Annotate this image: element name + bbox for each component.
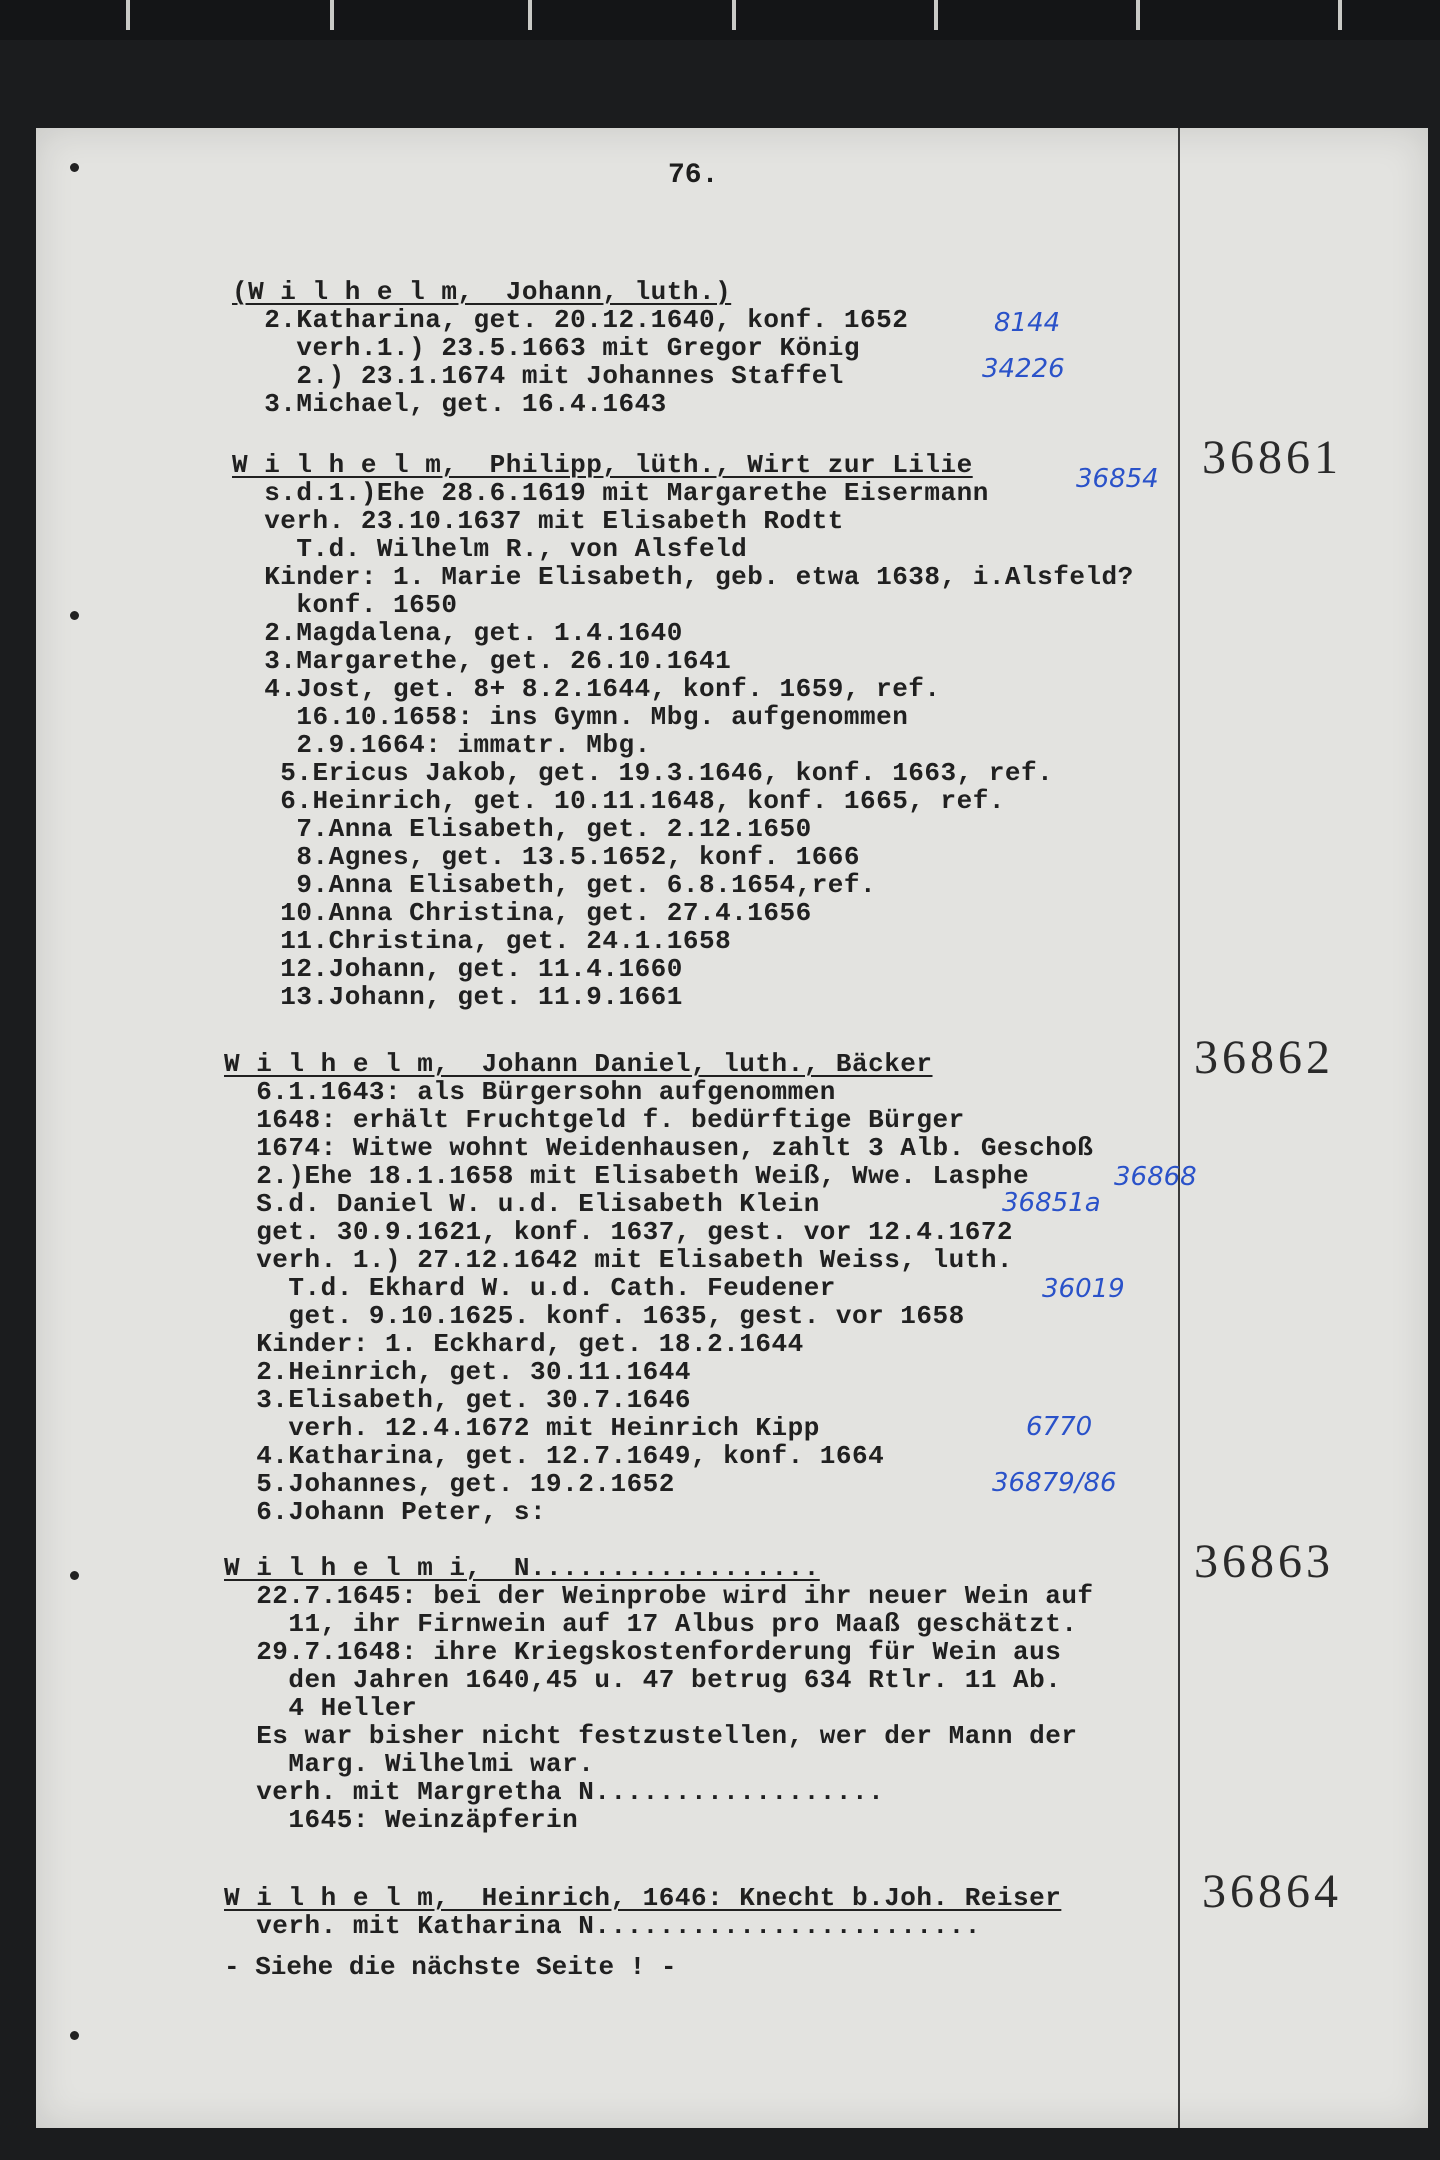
entry-line: 3.Margarethe, get. 26.10.1641 — [232, 646, 732, 676]
film-tick — [1338, 0, 1342, 30]
entry-line: 5.Johannes, get. 19.2.1652 — [224, 1469, 675, 1499]
handwritten-note: 8144 — [994, 308, 1061, 338]
entry-line: 1674: Witwe wohnt Weidenhausen, zahlt 3 Alb. Geschoß — [224, 1133, 1094, 1163]
film-tick — [330, 0, 334, 30]
entry-line: 2.Katharina, get. 20.12.1640, konf. 1652 — [232, 305, 909, 335]
film-tick — [1136, 0, 1140, 30]
handwritten-note: 6770 — [1026, 1412, 1093, 1442]
reference-number: 36863 — [1194, 1535, 1334, 1588]
entry-heading: W i l h e l m i, N.................. — [224, 1553, 820, 1583]
margin-rule — [1178, 128, 1180, 2128]
entry-heading: W i l h e l m, Philipp, lüth., Wirt zur Lilie — [232, 450, 973, 480]
film-tick — [126, 0, 130, 30]
entry-line: 1648: erhält Fruchtgeld f. bedürftige Bürger — [224, 1105, 965, 1135]
handwritten-note: 36868 — [1114, 1162, 1197, 1192]
entry-line: 2.9.1664: immatr. Mbg. — [232, 730, 651, 760]
entry-line: 6.1.1643: als Bürgersohn aufgenommen — [224, 1077, 836, 1107]
handwritten-note: 36851a — [1002, 1188, 1101, 1218]
entry-line: get. 9.10.1625. konf. 1635, gest. vor 1658 — [224, 1301, 965, 1331]
entry-line: 11.Christina, get. 24.1.1658 — [232, 926, 732, 956]
reference-number: 36861 — [1202, 431, 1342, 484]
entry-line: get. 30.9.1621, konf. 1637, gest. vor 12.4.1672 — [224, 1217, 1014, 1247]
entry-heading: (W i l h e l m, Johann, luth.) — [232, 277, 732, 307]
page-number: 76. — [668, 160, 719, 191]
entry-heading: W i l h e l m, Johann Daniel, luth., Bäcker — [224, 1049, 933, 1079]
entry-line: Marg. Wilhelmi war. — [224, 1749, 595, 1779]
entry-line: T.d. Ekhard W. u.d. Cath. Feudener — [224, 1273, 836, 1303]
film-tick — [934, 0, 938, 30]
entry-line: konf. 1650 — [232, 590, 458, 620]
document-page — [36, 128, 1428, 2128]
film-strip — [0, 0, 1440, 40]
entry-line: den Jahren 1640,45 u. 47 betrug 634 Rtlr. 11 Ab. — [224, 1665, 1062, 1695]
entry-line: 12.Johann, get. 11.4.1660 — [232, 954, 683, 984]
punch-hole — [70, 611, 79, 620]
entry-line: verh. 1.) 27.12.1642 mit Elisabeth Weiss, luth. — [224, 1245, 1014, 1275]
punch-hole — [70, 1571, 79, 1580]
punch-hole — [70, 2031, 79, 2040]
entry-line: 10.Anna Christina, get. 27.4.1656 — [232, 898, 812, 928]
entry-line: verh. mit Katharina N........................ — [224, 1911, 981, 1941]
film-tick — [528, 0, 532, 30]
entry-line: 3.Michael, get. 16.4.1643 — [232, 389, 667, 419]
handwritten-note: 36854 — [1076, 464, 1159, 494]
entry-line: 2.) 23.1.1674 mit Johannes Staffel — [232, 361, 844, 391]
handwritten-note: 36879/86 — [992, 1468, 1117, 1498]
entry-line: S.d. Daniel W. u.d. Elisabeth Klein — [224, 1189, 820, 1219]
entry-line: 4.Jost, get. 8+ 8.2.1644, konf. 1659, ref. — [232, 674, 941, 704]
reference-number: 36864 — [1202, 1865, 1342, 1918]
entry-line: 6.Heinrich, get. 10.11.1648, konf. 1665, ref. — [232, 786, 1005, 816]
entry-line: 2.Heinrich, get. 30.11.1644 — [224, 1357, 691, 1387]
entry-line: 2.Magdalena, get. 1.4.1640 — [232, 618, 683, 648]
entry-line: 9.Anna Elisabeth, get. 6.8.1654,ref. — [232, 870, 877, 900]
entry-line: verh. 23.10.1637 mit Elisabeth Rodtt — [232, 506, 844, 536]
entry-line: 7.Anna Elisabeth, get. 2.12.1650 — [232, 814, 812, 844]
entry-line: s.d.1.)Ehe 28.6.1619 mit Margarethe Eisermann — [232, 478, 989, 508]
entry-line: 1645: Weinzäpferin — [224, 1805, 579, 1835]
entry-line: Kinder: 1. Marie Elisabeth, geb. etwa 1638, i.Alsfeld? — [232, 562, 1134, 592]
entry-line: 2.)Ehe 18.1.1658 mit Elisabeth Weiß, Wwe. Lasphe — [224, 1161, 1030, 1191]
entry-line: verh. 12.4.1672 mit Heinrich Kipp — [224, 1413, 820, 1443]
handwritten-note: 36019 — [1042, 1274, 1125, 1304]
entry-line: 3.Elisabeth, get. 30.7.1646 — [224, 1385, 691, 1415]
entry-line: 29.7.1648: ihre Kriegskostenforderung für Wein aus — [224, 1637, 1062, 1667]
entry-line: 4 Heller — [224, 1693, 418, 1723]
entry-heading: W i l h e l m, Heinrich, 1646: Knecht b.Joh. Reiser — [224, 1883, 1062, 1913]
entry-line: verh. mit Margretha N.................. — [224, 1777, 885, 1807]
entry-line: T.d. Wilhelm R., von Alsfeld — [232, 534, 748, 564]
entry-line: 11, ihr Firnwein auf 17 Albus pro Maaß geschätzt. — [224, 1609, 1078, 1639]
entry-line: Kinder: 1. Eckhard, get. 18.2.1644 — [224, 1329, 804, 1359]
handwritten-note: 34226 — [982, 354, 1065, 384]
entry-line: 4.Katharina, get. 12.7.1649, konf. 1664 — [224, 1441, 885, 1471]
entry-line: verh.1.) 23.5.1663 mit Gregor König — [232, 333, 860, 363]
entry-line: 6.Johann Peter, s: — [224, 1497, 547, 1527]
reference-number: 36862 — [1194, 1031, 1334, 1084]
entry-line: 16.10.1658: ins Gymn. Mbg. aufgenommen — [232, 702, 909, 732]
film-tick — [732, 0, 736, 30]
entry-line: 5.Ericus Jakob, get. 19.3.1646, konf. 1663, ref. — [232, 758, 1054, 788]
continuation-note: - Siehe die nächste Seite ! - — [224, 1952, 677, 1982]
punch-hole — [70, 163, 79, 172]
entry-line: 13.Johann, get. 11.9.1661 — [232, 982, 683, 1012]
entry-line: 22.7.1645: bei der Weinprobe wird ihr neuer Wein auf — [224, 1581, 1094, 1611]
entry-line: 8.Agnes, get. 13.5.1652, konf. 1666 — [232, 842, 860, 872]
entry-line: Es war bisher nicht festzustellen, wer der Mann der — [224, 1721, 1078, 1751]
